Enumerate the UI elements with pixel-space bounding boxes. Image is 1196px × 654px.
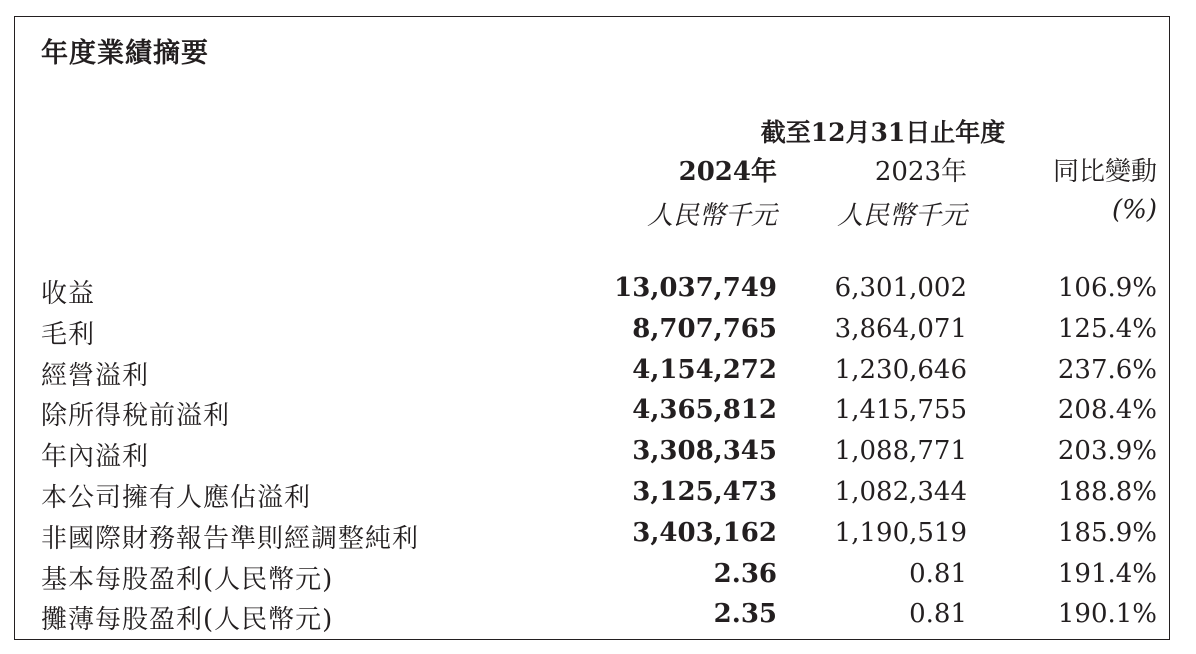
table-row <box>15 395 1169 436</box>
row-label: 毛利 <box>41 319 96 350</box>
column-unit-2023: 人民幣千元 <box>836 201 967 231</box>
value-2024: 4,365,812 <box>632 395 777 426</box>
table-row <box>15 518 1169 559</box>
value-2023: 1,082,344 <box>834 476 967 507</box>
value-2023: 3,864,071 <box>834 313 967 344</box>
value-change: 106.9% <box>1057 273 1157 303</box>
value-change: 190.1% <box>1057 599 1157 630</box>
table-row <box>15 436 1169 477</box>
table-row <box>15 273 1169 314</box>
value-2023: 0.81 <box>909 599 967 630</box>
value-2024: 2.36 <box>713 558 777 589</box>
value-2023: 0.81 <box>909 558 967 589</box>
row-label: 攤薄每股盈利(人民幣元) <box>41 605 334 636</box>
value-change: 191.4% <box>1057 558 1157 589</box>
value-change: 237.6% <box>1057 354 1157 385</box>
row-label: 非國際財務報告準則經調整純利 <box>41 523 420 554</box>
column-year-2023: 2023年 <box>874 157 967 187</box>
row-label: 收益 <box>41 279 96 309</box>
row-label: 基本每股盈利(人民幣元) <box>41 564 334 595</box>
column-change: 同比變動 <box>1052 157 1157 187</box>
value-2023: 1,415,755 <box>834 395 967 426</box>
row-label: 年內溢利 <box>41 442 150 473</box>
value-2024: 2.35 <box>713 599 777 630</box>
table-row <box>15 477 1169 518</box>
value-2023: 1,088,771 <box>834 436 967 467</box>
summary-box <box>14 16 1170 640</box>
value-change: 208.4% <box>1057 395 1157 426</box>
column-unit-2024: 人民幣千元 <box>646 201 777 231</box>
column-year-2024: 2024年 <box>678 157 777 187</box>
table-row <box>15 559 1169 600</box>
table-row <box>15 314 1169 355</box>
value-change: 185.9% <box>1057 517 1157 548</box>
period-header: 截至12月31日止年度 <box>760 118 1006 147</box>
row-label: 經營溢利 <box>41 360 150 391</box>
row-label: 本公司擁有人應佔溢利 <box>41 482 312 513</box>
value-2024: 3,403,162 <box>632 517 777 548</box>
value-2024: 3,308,345 <box>632 436 777 467</box>
table-row <box>15 599 1169 640</box>
table-row <box>15 355 1169 396</box>
section-title: 年度業績摘要 <box>41 38 209 69</box>
value-2023: 1,230,646 <box>834 354 967 385</box>
value-2024: 13,037,749 <box>614 273 777 303</box>
value-change: 125.4% <box>1057 313 1157 344</box>
value-change: 188.8% <box>1057 476 1157 507</box>
column-unit-change: (%) <box>1112 195 1157 225</box>
value-2024: 3,125,473 <box>632 476 777 507</box>
row-label: 除所得稅前溢利 <box>41 401 231 432</box>
value-2024: 8,707,765 <box>632 313 777 344</box>
value-2024: 4,154,272 <box>632 354 777 385</box>
results-table <box>15 273 1169 640</box>
value-2023: 6,301,002 <box>834 273 967 303</box>
value-change: 203.9% <box>1057 436 1157 467</box>
value-2023: 1,190,519 <box>834 517 967 548</box>
